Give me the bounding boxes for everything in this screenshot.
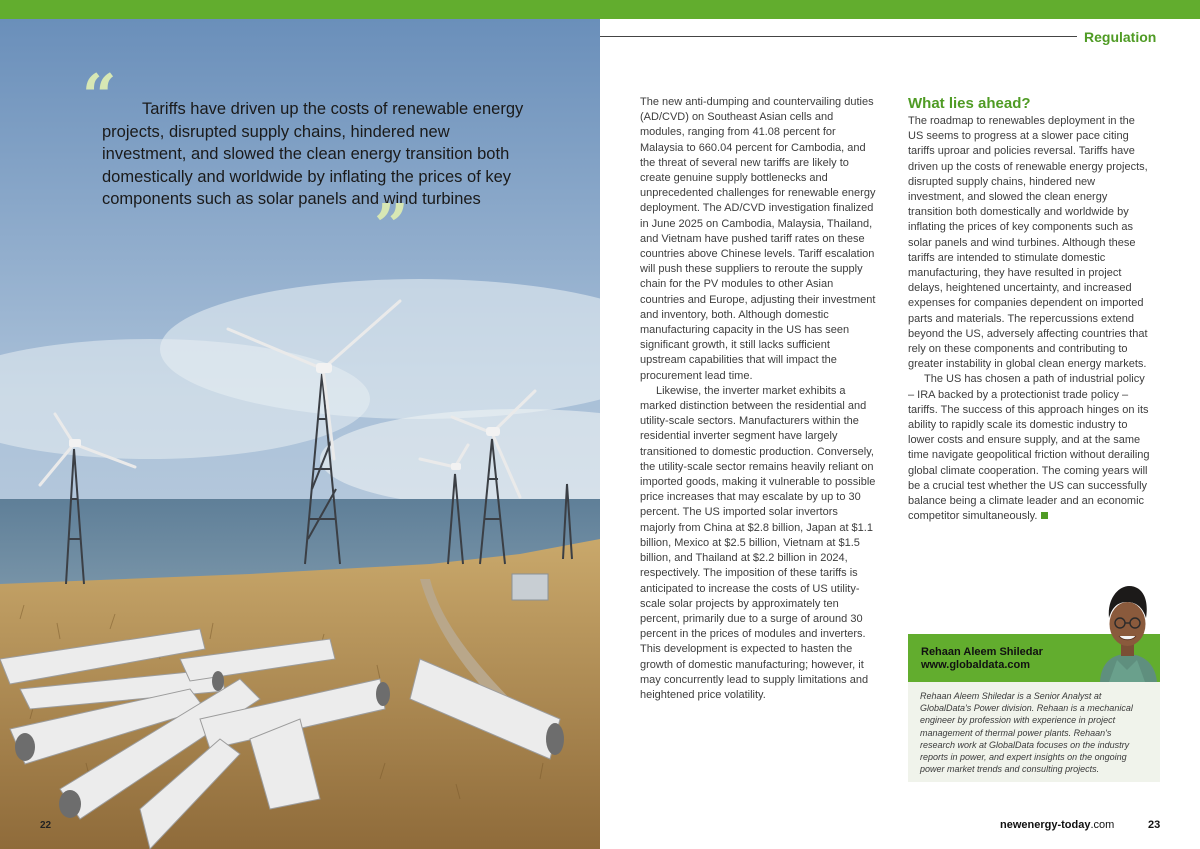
footer-site-name: newenergy-today (1000, 819, 1091, 831)
article-column-2 (908, 95, 1152, 524)
article-column-1 (640, 95, 876, 703)
pull-quote (82, 62, 528, 262)
author-name: Rehaan Aleem Shiledar (921, 646, 1043, 658)
section-label: Regulation (1084, 29, 1157, 45)
author-bio: Rehaan Aleem Shiledar is a Senior Analyst at GlobalData's Power division. Rehaan is a mechanical engineer by profession with experience in project management of thermal power plants. Rehaan's research work at GlobalData focuses on the industry reports in power, and expert insights on the ongoing power market trends and consulting projects. (920, 691, 1133, 775)
author-website[interactable]: www.globaldata.com (921, 659, 1030, 671)
top-accent-bar (0, 0, 1200, 19)
column2-paragraph-2: The US has chosen a path of industrial policy – IRA backed by a protectionist trade policy – tariffs. The success of this approach hinges on its ability to rapidly scale its domestic industry to lower costs and ensure supply, and at the same time navigate geopolitical friction without derailing global climate cooperation. The coming years will be a crucial test whether the US can successfully balance being a climate leader and an economic competitor simultaneously. (908, 373, 1150, 523)
footer-website[interactable] (1000, 819, 1114, 831)
column1-paragraph-1: The new anti-dumping and countervailing duties (AD/CVD) on Southeast Asian cells and modules, ranging from 41.08 percent for Malaysia to 660.04 percent for Cambodia, and the threat of several new tariffs are likely to create genuine supply bottlenecks and unprecedented challenges for renewable energy deployment. The AD/CVD investigation finalized in June 2025 on Cambodia, Malaysia, Thailand, and Vietnam have pushed tariff rates on these countries above Chinese levels. Tariff escalation will push these suppliers to reroute the supply chain for the PV modules to other Asian countries and Europe, adjusting their investment and inventory, both. Although domestic manufacturing capacity in the US has seen significant growth, it still lacks sufficient upstream capabilities that will impact the procurement lead time. (640, 96, 876, 382)
footer-site-tld: .com (1090, 819, 1115, 831)
author-photo (1095, 584, 1160, 682)
page-number-left: 22 (40, 820, 52, 831)
section-heading: What lies ahead? (908, 95, 1031, 112)
end-mark-icon (1041, 512, 1048, 519)
open-quote-icon: “ (82, 62, 117, 132)
close-quote-icon: ” (374, 192, 409, 262)
pull-quote-text: Tariffs have driven up the costs of renewable energy projects, disrupted supply chains, hindered new investment, and slowed the clean energy transition both domestically and worldwide by inflating the prices of key components such as solar panels and wind turbines (102, 100, 524, 208)
page-number-right: 23 (1148, 819, 1161, 831)
column2-paragraph-1: The roadmap to renewables deployment in the US seems to progress at a slower pace citing tariffs uproar and policies reversal. Tariffs have driven up the costs of renewable energy projects, disrupted supply chains, hindered new investment, and slowed the clean energy transition both domestically and worldwide by inflating the prices of key components such as solar panels and wind turbines. Although these tariffs are intended to stimulate domestic manufacturing, they have resulted in project delays, heightened uncertainty, and increased expenses for companies dependent on imported parts and materials. The repercussions extend beyond the US, adversely affecting countries that rely on these components and contributing to greater instability in global clean energy markets. (908, 115, 1148, 371)
author-bio-box (908, 682, 1160, 782)
column1-paragraph-2: Likewise, the inverter market exhibits a marked distinction between the residential and utility-scale sectors. Manufacturers within the residential inverter segment have largely transitioned to domestic production. Conversely, the utility-scale sector remains heavily reliant on imported goods, making it vulnerable to possible price increases that may escalate by up to 30 percent. The US imported solar invertors majorly from China at $2.8 billion, Japan at $1.1 billion, Mexico at $2.5 billion, Vietnam at $1.5 billion, and Thailand at $2.2 billion in 2024, respectively. The imposition of these tariffs is anticipated to increase the costs of US utility-scale solar projects by approximately ten percent, primarily due to a surge of around 30 percent in the prices of modules and inverters. This development is expected to hasten the growth of domestic manufacturing; however, it may concurrently lead to supply limitations and heightened price volatility. (640, 384, 876, 701)
